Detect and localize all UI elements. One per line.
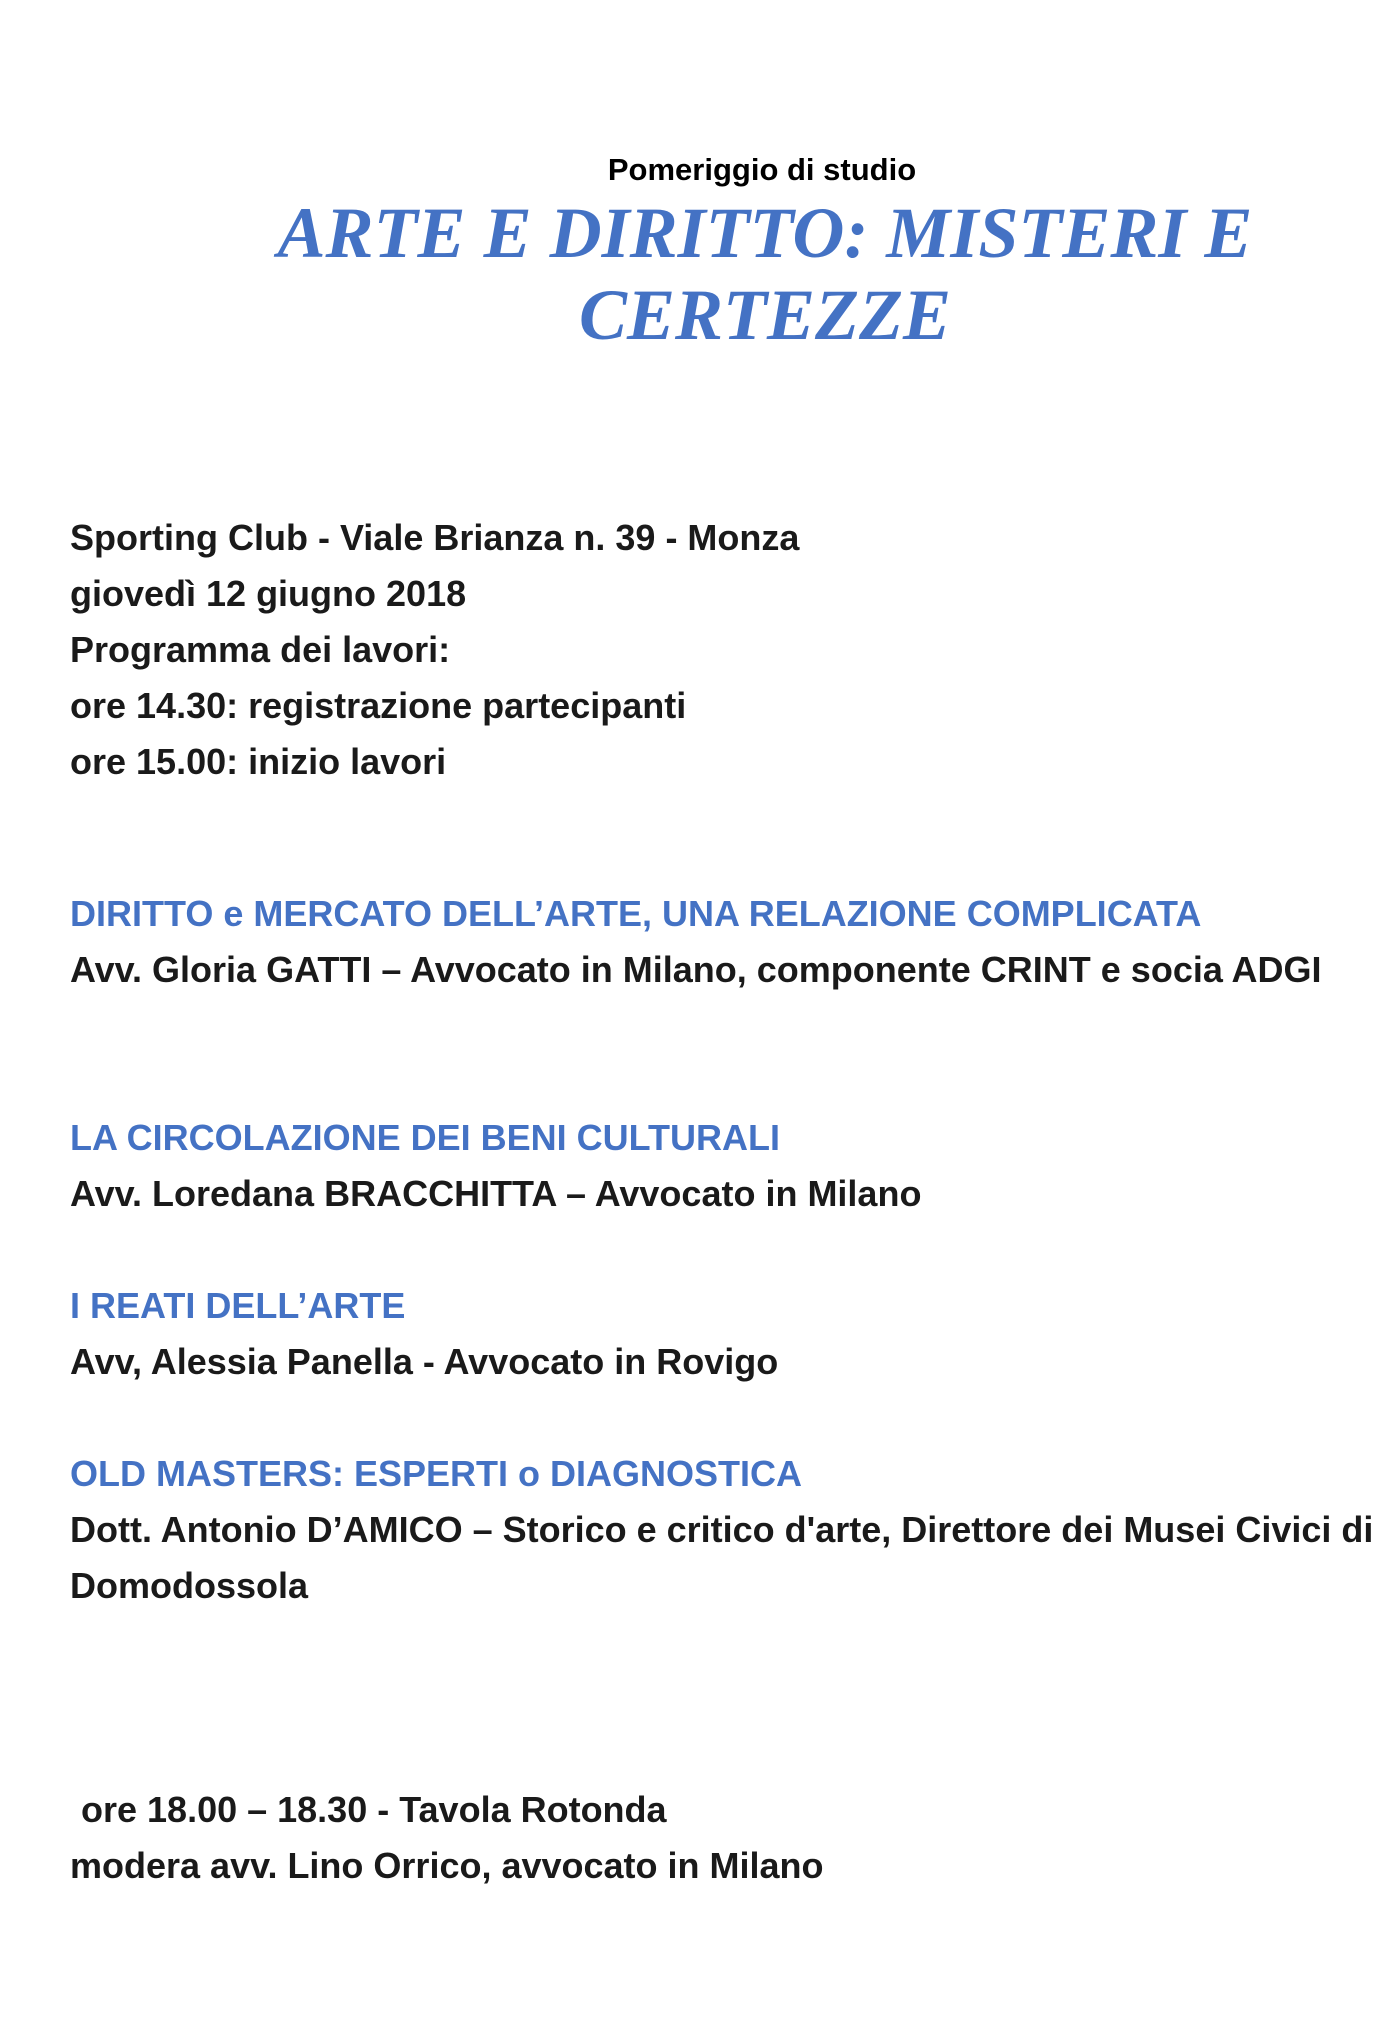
- session-speaker: Avv. Loredana BRACCHITTA – Avvocato in Milano: [70, 1173, 922, 1214]
- venue: Sporting Club - Viale Brianza n. 39 - Monza: [70, 517, 800, 558]
- session-speaker: Avv, Alessia Panella - Avvocato in Rovigo: [70, 1341, 779, 1382]
- closing-section: [70, 1782, 1380, 1894]
- session-item: [70, 1278, 1380, 1390]
- registration-time: ore 14.30: registrazione partecipanti: [70, 685, 687, 726]
- session-topic: DIRITTO e MERCATO DELL’ARTE, UNA RELAZIONE COMPLICATA: [70, 893, 1202, 934]
- event-title: ARTE E DIRITTO: MISTERI E CERTEZZE: [277, 193, 1253, 355]
- start-time: ore 15.00: inizio lavori: [70, 741, 447, 782]
- session-speaker: Dott. Antonio D’AMICO – Storico e critico d'arte, Direttore dei Musei Civici di Domodossola: [70, 1509, 1374, 1606]
- session-item: [70, 1446, 1380, 1614]
- event-info: [70, 510, 1380, 790]
- session-topic: OLD MASTERS: ESPERTI o DIAGNOSTICA: [70, 1453, 803, 1494]
- session-speaker: Avv. Gloria GATTI – Avvocato in Milano, componente CRINT e socia ADGI: [70, 949, 1322, 990]
- event-subtitle: Pomeriggio di studio: [607, 152, 917, 187]
- session-topic: I REATI DELL’ARTE: [70, 1285, 406, 1326]
- event-date: giovedì 12 giugno 2018: [70, 573, 467, 614]
- round-table-time: ore 18.00 – 18.30 - Tavola Rotonda: [81, 1789, 667, 1830]
- moderator: modera avv. Lino Orrico, avvocato in Milano: [70, 1845, 824, 1886]
- session-item: [70, 1110, 1380, 1222]
- program-label: Programma dei lavori:: [70, 629, 451, 670]
- session-item: [70, 886, 1380, 998]
- session-topic: LA CIRCOLAZIONE DEI BENI CULTURALI: [70, 1117, 780, 1158]
